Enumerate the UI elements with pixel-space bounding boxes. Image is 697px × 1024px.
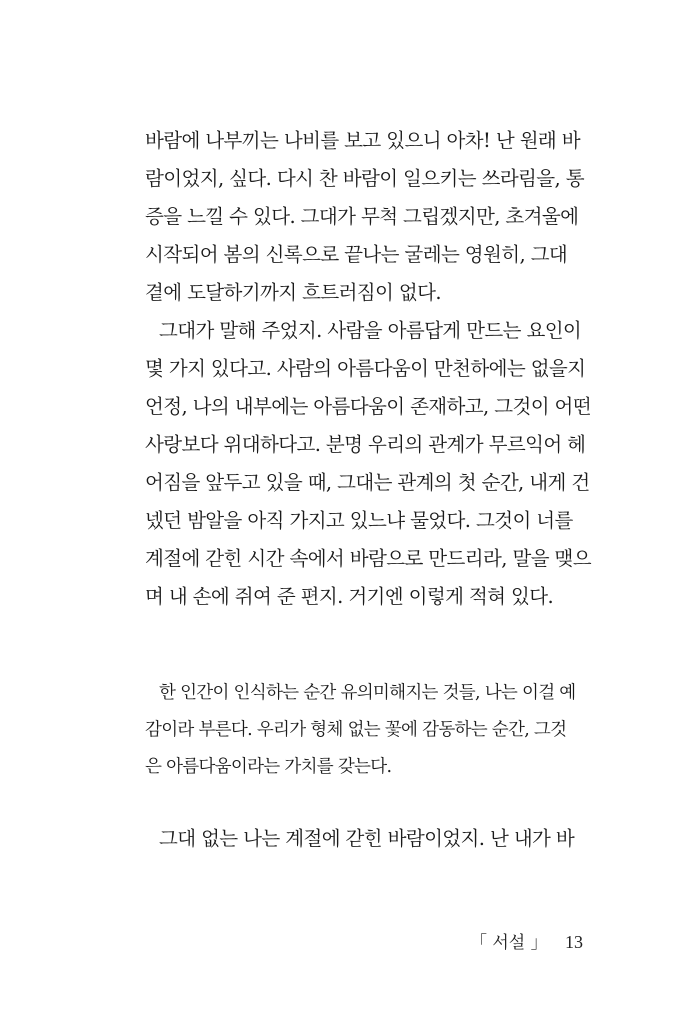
quote-line: 감이라 부른다. 우리가 형체 없는 꽃에 감동하는 순간, 그것 — [145, 720, 567, 740]
text-line: 넸던 밤알을 아직 가지고 있느냐 물었다. 그것이 너를 — [145, 509, 573, 532]
text-line: 그대가 말해 주었지. 사람을 아름답게 만드는 요인이 — [159, 319, 582, 342]
text-line: 그대 없는 나는 계절에 갇힌 바람이었지. 난 내가 바 — [159, 827, 575, 850]
text-line: 사랑보다 위대하다고. 분명 우리의 관계가 무르익어 헤 — [145, 433, 586, 456]
closing-text — [145, 820, 585, 858]
text-line: 며 내 손에 쥐여 준 편지. 거기엔 이렇게 적혀 있다. — [145, 585, 554, 608]
text-line: 람이었지, 싶다. 다시 찬 바람이 일으키는 쓰라림을, 통 — [145, 167, 584, 190]
text-line: 어짐을 앞두고 있을 때, 그대는 관계의 첫 순간, 내게 건 — [145, 471, 590, 494]
text-line: 계절에 갇힌 시간 속에서 바람으로 만드리라, 말을 맺으 — [145, 547, 592, 570]
text-line: 몇 가지 있다고. 사람의 아름다움이 만천하에는 없을지 — [145, 357, 586, 380]
letter-quote — [145, 675, 585, 786]
quote-line: 은 아름다움이라는 가치를 갖는다. — [145, 757, 392, 777]
page-number: 13 — [565, 932, 583, 952]
text-line: 증을 느낄 수 있다. 그대가 무척 그립겠지만, 초겨울에 — [145, 205, 579, 228]
text-line: 시작되어 봄의 신록으로 끝나는 굴레는 영원히, 그대 — [145, 243, 568, 266]
text-line: 언정, 나의 내부에는 아름다움이 존재하고, 그것이 어떤 — [145, 395, 592, 418]
quote-line: 한 인간이 인식하는 순간 유의미해지는 것들, 나는 이걸 예 — [159, 683, 576, 703]
text-line: 곁에 도달하기까지 흐트러짐이 없다. — [145, 281, 441, 304]
chapter-title: 「 서설 」 — [469, 933, 548, 953]
main-text — [145, 122, 592, 616]
text-line: 바람에 나부끼는 나비를 보고 있으니 아차! 난 원래 바 — [145, 129, 581, 152]
page-footer — [470, 928, 583, 953]
